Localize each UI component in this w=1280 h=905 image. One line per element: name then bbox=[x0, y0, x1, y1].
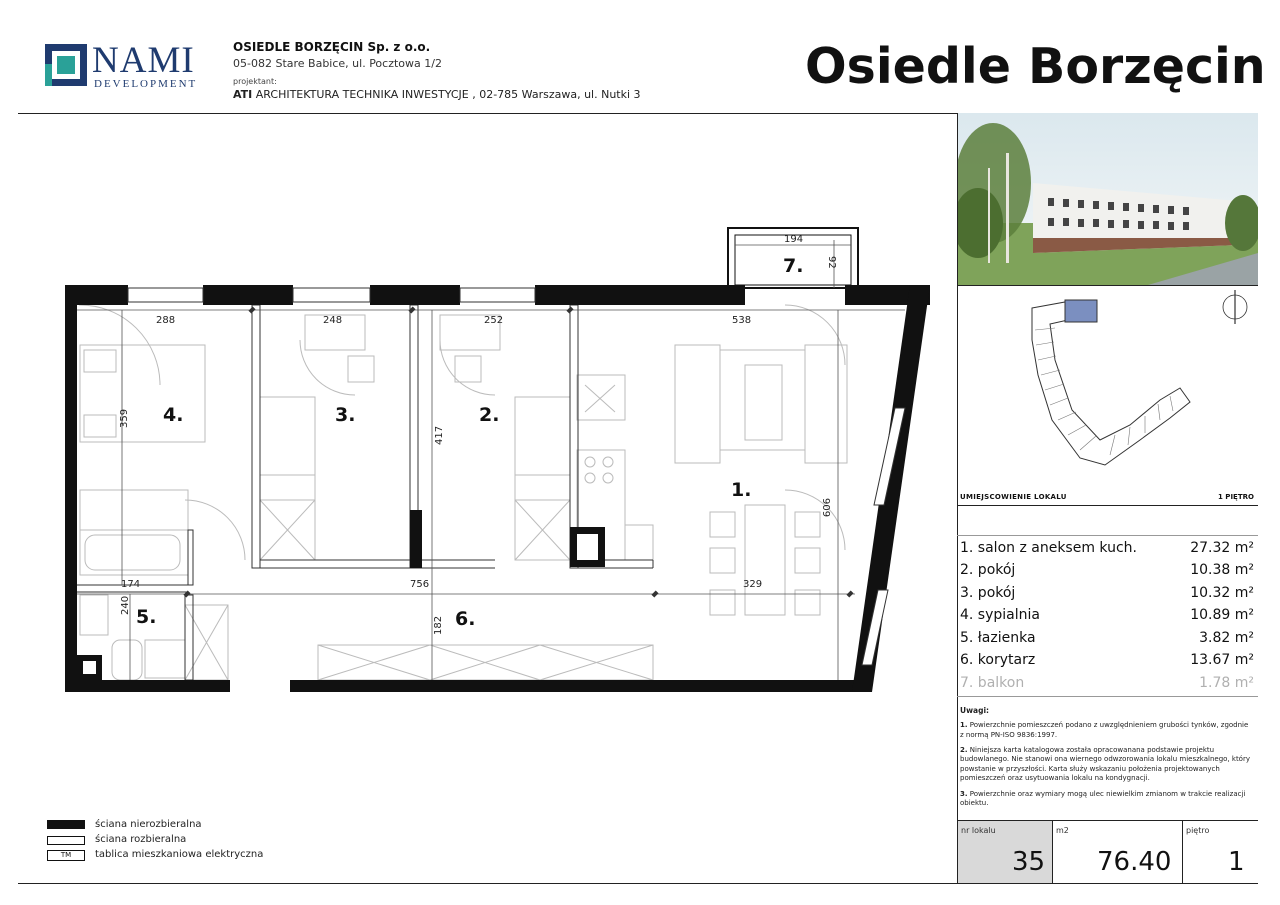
room-area: 27.32 m² bbox=[1190, 540, 1254, 556]
dimension-lines bbox=[77, 240, 905, 680]
room-name: 2. pokój bbox=[960, 562, 1016, 578]
projektant-text: ARCHITEKTURA TECHNIKA INWESTYCJE , 02-785 Warszawa, ul. Nutki 3 bbox=[252, 88, 641, 101]
room-row bbox=[958, 628, 1258, 650]
room-area: 10.38 m² bbox=[1190, 562, 1254, 578]
dim-label: 248 bbox=[323, 315, 343, 326]
footer-divider bbox=[18, 883, 1258, 884]
room-name: 6. korytarz bbox=[960, 652, 1036, 668]
company-name: OSIEDLE BORZĘCIN Sp. z o.o. bbox=[233, 40, 431, 54]
floor-label: piętro bbox=[1186, 826, 1210, 835]
nr-lokalu-value: 35 bbox=[1012, 847, 1046, 877]
note-2 bbox=[960, 746, 1250, 784]
dim-label: 194 bbox=[784, 234, 804, 245]
room-area: 10.89 m² bbox=[1190, 607, 1254, 623]
note-text: Powierzchnie oraz wymiary mogą ulec niewielkim zmianom w trakcie realizacji obiektu. bbox=[960, 789, 1246, 808]
notes-heading: Uwagi: bbox=[960, 706, 990, 715]
room-name: 1. salon z aneksem kuch. bbox=[960, 540, 1137, 556]
legend-label: ściana nierozbieralna bbox=[95, 819, 202, 830]
note-text: Niniejsza karta katalogowa została opracowanana podstawie projektu budowlanego. Nie stanowi ona wiernego odwzorowania lokalu mieszkalnego, który powstanie w przyszłości. Karta służy wskazaniu położenia projektowanych pomieszczeń oraz usytuowania lokalu na kondygnacji. bbox=[960, 746, 1250, 783]
company-address: 05-082 Stare Babice, ul. Pocztowa 1/2 bbox=[233, 57, 442, 70]
room-label-7: 7. bbox=[783, 255, 804, 277]
summary-divider bbox=[1182, 820, 1183, 883]
legend-swatch-bearing bbox=[47, 820, 85, 829]
floor-value: 1 bbox=[1228, 847, 1245, 877]
room-label-5: 5. bbox=[136, 606, 157, 628]
shaft-void bbox=[577, 534, 598, 560]
dim-label: 329 bbox=[743, 579, 763, 590]
legend-swatch-tm: TM bbox=[47, 850, 85, 861]
legend-swatch-partition bbox=[47, 836, 85, 845]
room-row bbox=[958, 673, 1258, 695]
room-name: 5. łazienka bbox=[960, 630, 1036, 646]
windows bbox=[128, 288, 905, 665]
area-value: 76.40 bbox=[1097, 847, 1172, 877]
site-plan bbox=[1010, 290, 1255, 490]
room-row bbox=[958, 650, 1258, 672]
legend-label: tablica mieszkaniowa elektryczna bbox=[95, 849, 264, 860]
logo-text: NAMI bbox=[92, 40, 195, 81]
notes bbox=[960, 706, 1250, 815]
note-text: Powierzchnie pomieszczeń podano z uwzględnieniem grubości tynków, zgodnie z normą PN-ISO 9836:1997. bbox=[960, 721, 1249, 739]
room-area: 1.78 m² bbox=[1199, 675, 1254, 691]
room-label-2: 2. bbox=[479, 404, 500, 426]
photo-divider bbox=[957, 285, 1258, 286]
location-title: UMIEJSCOWIENIE LOKALU bbox=[960, 493, 1067, 501]
partition-walls bbox=[72, 305, 653, 680]
room-name: 4. sypialnia bbox=[960, 607, 1040, 623]
location-floor: 1 PIĘTRO bbox=[1218, 493, 1254, 501]
note-number: 1. bbox=[960, 721, 968, 730]
rooms-top-line bbox=[957, 535, 1258, 536]
dim-label: 909 bbox=[820, 498, 831, 518]
room-label-3: 3. bbox=[335, 404, 356, 426]
building-photo bbox=[958, 113, 1258, 285]
room-row bbox=[958, 538, 1258, 560]
room-label-6: 6. bbox=[455, 608, 476, 630]
dim-label: 538 bbox=[732, 315, 752, 326]
shaft-void-2 bbox=[83, 661, 96, 674]
nr-lokalu-label: nr lokalu bbox=[961, 826, 996, 835]
dim-label: 417 bbox=[434, 425, 445, 445]
dim-label: 92 bbox=[826, 256, 837, 269]
dim-label: 359 bbox=[119, 408, 130, 428]
dim-label: 240 bbox=[120, 595, 131, 615]
logo-subtext: DEVELOPMENT bbox=[94, 78, 198, 90]
room-name: 3. pokój bbox=[960, 585, 1016, 601]
note-3 bbox=[960, 790, 1250, 809]
room-name: 7. balkon bbox=[960, 675, 1025, 691]
note-1 bbox=[960, 721, 1250, 740]
room-label-4: 4. bbox=[163, 404, 184, 426]
rooms-bottom-line bbox=[957, 696, 1258, 697]
room-row bbox=[958, 560, 1258, 582]
dim-label: 756 bbox=[410, 579, 430, 590]
room-row bbox=[958, 605, 1258, 627]
summary-divider bbox=[1052, 820, 1053, 883]
projektant-bold: ATI bbox=[233, 88, 253, 101]
dim-label: 288 bbox=[156, 315, 176, 326]
dim-label: 174 bbox=[121, 579, 141, 590]
page-title: Osiedle Borzęcin bbox=[805, 38, 1266, 95]
room-area: 10.32 m² bbox=[1190, 585, 1254, 601]
bearing-walls bbox=[65, 285, 930, 692]
location-divider bbox=[957, 505, 1258, 506]
dim-label: 252 bbox=[484, 315, 504, 326]
room-area: 13.67 m² bbox=[1190, 652, 1254, 668]
room-area: 3.82 m² bbox=[1199, 630, 1254, 646]
room-label-1: 1. bbox=[731, 479, 752, 501]
area-label: m2 bbox=[1056, 826, 1069, 835]
legend-label: ściana rozbieralna bbox=[95, 834, 187, 845]
note-number: 2. bbox=[960, 746, 968, 754]
room-row bbox=[958, 583, 1258, 605]
dim-label: 182 bbox=[433, 615, 444, 635]
note-number: 3. bbox=[960, 789, 968, 798]
projektant-label: projektant: bbox=[233, 77, 277, 86]
